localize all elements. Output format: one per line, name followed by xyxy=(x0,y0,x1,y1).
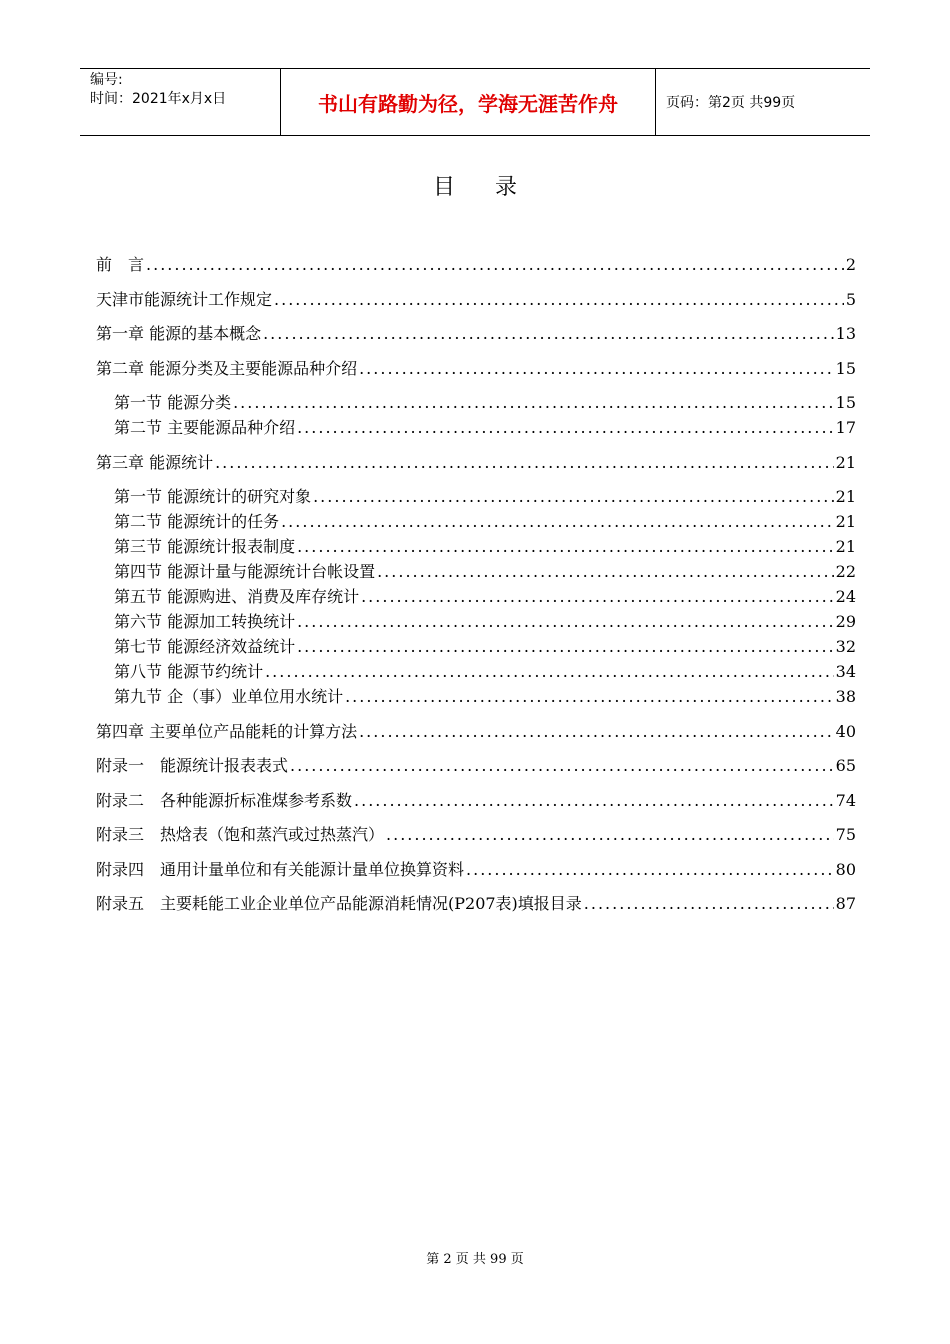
toc-entry-label: 第二节 能源统计的任务 xyxy=(114,512,280,531)
toc-leader-dots xyxy=(297,534,834,559)
toc-entry-label: 第一节 能源分类 xyxy=(114,393,232,412)
toc-entry-label: 第五节 能源购进、消费及库存统计 xyxy=(114,587,360,606)
toc-leader-dots xyxy=(146,252,844,277)
toc-entry[interactable] xyxy=(96,356,856,381)
header-meta xyxy=(80,69,281,135)
toc-entry-page: 80 xyxy=(835,859,856,879)
toc-entry[interactable] xyxy=(96,634,856,659)
toc-leader-dots xyxy=(377,559,834,584)
toc-entry[interactable] xyxy=(96,891,856,916)
toc-leader-dots xyxy=(386,822,834,847)
toc-leader-dots xyxy=(233,390,834,415)
toc-entry[interactable] xyxy=(96,609,856,634)
toc-entry-page: 24 xyxy=(835,587,856,606)
toc-entry-page: 21 xyxy=(835,512,856,531)
toc-entry[interactable] xyxy=(96,534,856,559)
toc-entry-label: 附录三 热焓表（饱和蒸汽或过热蒸汽） xyxy=(96,825,385,844)
toc-entry-page: 21 xyxy=(835,537,856,556)
toc-entry-page: 32 xyxy=(835,637,856,656)
toc-leader-dots xyxy=(215,450,834,475)
toc-leader-dots xyxy=(297,609,834,634)
toc-entry-page: 17 xyxy=(835,418,856,437)
toc-leader-dots xyxy=(584,891,834,916)
toc-entry-page: 2 xyxy=(845,255,856,274)
toc-entry-label: 附录五 主要耗能工业企业单位产品能源消耗情况(P207表)填报目录 xyxy=(96,894,582,913)
toc-entry[interactable] xyxy=(96,584,856,609)
toc-leader-dots xyxy=(466,857,834,882)
toc-entry[interactable] xyxy=(96,415,856,440)
toc-entry-page: 87 xyxy=(835,894,856,913)
toc-entry[interactable] xyxy=(96,484,856,509)
toc-entry-page: 21 xyxy=(835,487,856,506)
toc-entry-label: 第四节 能源计量与能源统计台帐设置 xyxy=(114,562,376,581)
toc-entry-label: 第六节 能源加工转换统计 xyxy=(114,612,296,631)
toc-entry-label: 第三节 能源统计报表制度 xyxy=(114,537,296,556)
toc-leader-dots xyxy=(313,484,834,509)
toc-entry-page: 15 xyxy=(835,393,856,412)
toc-entry-page: 74 xyxy=(835,790,856,810)
toc-entry-page: 29 xyxy=(835,612,856,631)
toc-entry-label: 天津市能源统计工作规定 xyxy=(96,289,273,309)
table-of-contents xyxy=(96,252,856,916)
toc-entry[interactable] xyxy=(96,788,856,813)
toc-leader-dots xyxy=(297,634,834,659)
toc-entry[interactable] xyxy=(96,252,856,277)
toc-entry[interactable] xyxy=(96,822,856,847)
toc-entry-page: 22 xyxy=(835,562,856,581)
toc-entry-page: 21 xyxy=(835,452,856,472)
toc-entry-page: 75 xyxy=(835,825,856,844)
toc-entry[interactable] xyxy=(96,559,856,584)
toc-entry[interactable] xyxy=(96,390,856,415)
toc-entry-label: 第二章 能源分类及主要能源品种介绍 xyxy=(96,358,358,378)
header-motto: 书山有路勤为径，学海无涯苦作舟 xyxy=(281,69,656,135)
toc-entry[interactable] xyxy=(96,509,856,534)
date-label: 时间：2021年x月x日 xyxy=(90,91,227,107)
toc-entry[interactable] xyxy=(96,753,856,778)
toc-leader-dots xyxy=(265,659,834,684)
toc-leader-dots xyxy=(297,415,834,440)
toc-entry-label: 第八节 能源节约统计 xyxy=(114,662,264,681)
toc-leader-dots xyxy=(359,719,834,744)
toc-entry-label: 第四章 主要单位产品能耗的计算方法 xyxy=(96,721,358,741)
toc-entry[interactable] xyxy=(96,719,856,744)
toc-entry-page: 40 xyxy=(835,721,856,741)
toc-entry[interactable] xyxy=(96,450,856,475)
toc-entry-label: 第二节 主要能源品种介绍 xyxy=(114,418,296,437)
toc-entry-label: 第七节 能源经济效益统计 xyxy=(114,637,296,656)
toc-leader-dots xyxy=(263,321,834,346)
toc-entry-page: 13 xyxy=(835,324,856,343)
number-label: 编号: xyxy=(90,72,123,88)
toc-leader-dots xyxy=(359,356,834,381)
toc-entry-page: 38 xyxy=(835,687,856,706)
toc-entry[interactable] xyxy=(96,287,856,312)
toc-entry-label: 前 言 xyxy=(96,255,145,274)
toc-entry-page: 15 xyxy=(835,358,856,378)
header-page-info: 页码：第2页 共99页 xyxy=(666,95,796,111)
toc-entry-label: 附录四 通用计量单位和有关能源计量单位换算资料 xyxy=(96,859,465,879)
toc-entry-label: 附录二 各种能源折标准煤参考系数 xyxy=(96,790,353,810)
toc-leader-dots xyxy=(354,788,834,813)
toc-leader-dots xyxy=(281,509,834,534)
toc-leader-dots xyxy=(361,584,834,609)
toc-entry-label: 第一章 能源的基本概念 xyxy=(96,324,262,343)
toc-entry-page: 5 xyxy=(845,289,856,309)
toc-entry-label: 第九节 企（事）业单位用水统计 xyxy=(114,687,344,706)
page-header xyxy=(80,68,870,136)
toc-entry[interactable] xyxy=(96,659,856,684)
toc-leader-dots xyxy=(345,684,834,709)
toc-entry[interactable] xyxy=(96,684,856,709)
toc-entry[interactable] xyxy=(96,321,856,346)
toc-entry-page: 34 xyxy=(835,662,856,681)
toc-entry[interactable] xyxy=(96,857,856,882)
page-title: 目录 xyxy=(432,175,557,200)
toc-entry-label: 第一节 能源统计的研究对象 xyxy=(114,487,312,506)
page-footer: 第 2 页 共 99 页 xyxy=(426,1252,524,1267)
toc-leader-dots xyxy=(290,753,834,778)
toc-leader-dots xyxy=(274,287,844,312)
toc-entry-label: 附录一 能源统计报表表式 xyxy=(96,756,289,775)
toc-entry-page: 65 xyxy=(835,756,856,775)
toc-entry-label: 第三章 能源统计 xyxy=(96,452,214,472)
